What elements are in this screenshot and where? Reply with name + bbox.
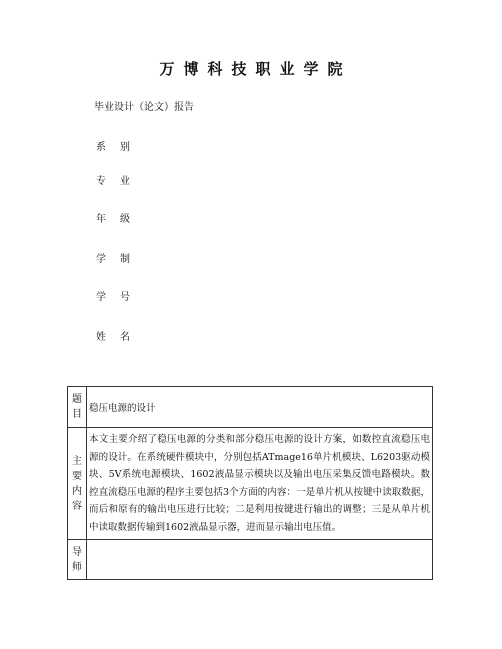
content-row	[68, 428, 433, 540]
field-major-label: 专业	[96, 176, 144, 187]
field-duration-label: 学制	[96, 254, 144, 265]
topic-row	[68, 387, 433, 428]
advisor-value	[87, 540, 433, 580]
field-grade-label: 年级	[96, 214, 144, 225]
topic-label: 题目	[68, 387, 87, 428]
advisor-label: 导师	[68, 540, 87, 580]
content-label: 主要内容	[68, 428, 87, 540]
field-student-id-label: 学号	[96, 292, 144, 303]
advisor-row	[68, 540, 433, 580]
document-type: 毕业设计（论文）报告	[94, 102, 194, 113]
field-name-label: 姓名	[96, 332, 144, 343]
content-value: 本文主要介绍了稳压电源的分类和部分稳压电源的设计方案，如数控直流稳压电源的设计。在系统硬件模块中，分别包括ATmage16单片机模块、L6203驱动模块、5V系统电源模块、1602液晶显示模块以及输出电压采集反馈电路模块。数控直流稳压电源的程序主要包括3个方面的内容：一是单片机从按键中读取数据，而后和原有的输出电压进行比较；二是利用按键进行输出的调整；三是从单片机中读取数据传输到1602液晶显示器，进而显示输出电压值。	[87, 428, 433, 540]
field-department-label: 系别	[96, 142, 144, 153]
thesis-info-table	[67, 386, 433, 580]
topic-value: 稳压电源的设计	[87, 387, 433, 428]
school-title: 万博科技职业学院	[159, 60, 352, 78]
